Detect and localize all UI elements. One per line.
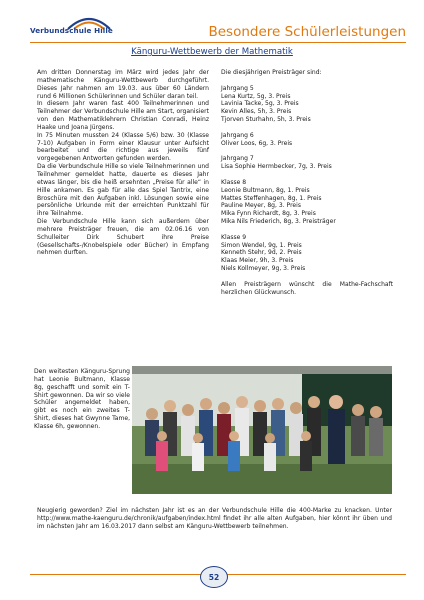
winner-entry: Mattes Steffenhagen, 8g, 1. Preis — [221, 194, 322, 202]
page-header — [0, 0, 424, 46]
winner-entry: Lisa Sophie Hermbecker, 7g, 3. Preis — [221, 163, 332, 171]
winner-entry: Lena Kurtz, 5g, 3. Preis — [221, 92, 291, 100]
grade-heading: Jahrgang 7 — [221, 155, 254, 163]
grade-heading: Klasse 8 — [221, 178, 247, 186]
winner-entry: Mika Nils Friederich, 8g, 3. Preisträger — [221, 218, 336, 226]
winner-entry: Simon Wendel, 9g, 1. Preis — [221, 241, 302, 249]
closing-congratulations: Allen Preisträgern wünscht die Mathe-Fachschaft herzlichen Glückwunsch. — [221, 280, 393, 296]
article-paragraph: Am dritten Donnerstag im März wird jedes Jahr der mathematische Känguru-Wettbewerb durchgeführt. Dieses Jahr nahmen am 19.03. aus über 60 Ländern rund 6 Millionen Schülerinnen und Schüler daran teil. — [37, 69, 209, 100]
page-number: 52 — [208, 572, 220, 582]
winner-entry: Mika Fynn Richardt, 8g, 3. Preis — [221, 210, 316, 218]
article-left-column — [37, 69, 209, 257]
group-photo-section — [30, 366, 392, 494]
page-number-badge — [200, 566, 228, 588]
grade-heading: Jahrgang 5 — [221, 84, 254, 92]
winners-column — [221, 69, 393, 296]
article-title: Känguru-Wettbewerb der Mathematik — [131, 47, 293, 57]
header-divider — [30, 42, 406, 43]
article-paragraph: Die Verbundschule Hille kann sich außerdem über mehrere Preisträger freuen, die am 02.06.16 von Schulleiter Dirk Schubert ihre Preise (Gesellschafts-/Knobelspiele oder Bücher) in Empfang nehmen durften. — [37, 218, 209, 257]
winner-entry: Klaas Meier, 9h, 3. Preis — [221, 257, 294, 265]
article-paragraph: In 75 Minuten mussten 24 (Klasse 5/6) bzw. 30 (Klasse 7-10) Aufgaben in Form einer Klausur unter Aufsicht bearbeitet und die richtige aus jeweils fünf vorgegebenen Antworten gefunden werden. — [37, 131, 209, 163]
winner-entry: Lavinia Tacke, 5g, 3. Preis — [221, 100, 299, 108]
group-photo — [132, 366, 392, 494]
winner-entry: Leonie Bultmann, 8g, 1. Preis — [221, 186, 310, 194]
winners-intro: Die diesjährigen Preisträger sind: — [221, 69, 322, 76]
bottom-note — [37, 507, 392, 531]
article-paragraph: In diesem Jahr waren fast 400 Teilnehmerinnen und Teilnehmer der Verbundschule Hille am Start, organisiert von den Mathematiklehrern Christian Conradi, Heinz Haake und Joana Jürgens. — [37, 100, 209, 131]
winner-entry: Tjorven Sturhahn, 5h, 3. Preis — [221, 116, 311, 124]
winner-entry: Niels Kollmeyer, 9g, 3. Preis — [221, 265, 306, 273]
grade-heading: Klasse 9 — [221, 233, 247, 241]
photo-caption: Den weitesten Känguru-Sprung hat Leonie Bultmann, Klasse 8g, geschafft und somit ein T-Shirt gewonnen. Da wir so viele Schüler angemeldet haben, gibt es noch ein zweites T-Shirt, dieses hat Gwynne Tame, Klasse 6h, gewonnen. — [34, 368, 130, 430]
photo-caption-box — [30, 366, 132, 494]
winner-entry: Oliver Loos, 6g, 3. Preis — [221, 139, 293, 147]
winner-entry: Kenneth Stehr, 9d, 2. Preis — [221, 249, 302, 257]
article-paragraph: Da die Verbundschule Hille so viele Teilnehmerinnen und Teilnehmer gemeldet hatte, dauerte es dieses Jahr etwas länger, bis die heiß ersehnten „Preise für alle“ in Hille ankamen. Es gab für alle das Spiel Tantrix, eine Broschüre mit den Aufgaben inkl. Lösungen sowie eine persönliche Urkunde mit der erreichten Punktzahl für ihre Teilnahme. — [37, 163, 209, 218]
bottom-paragraph: Neugierig geworden? Ziel im nächsten Jahr ist es an der Verbundschule Hille die 400-Marke zu knacken. Unter http://www.mathe-kaenguru.de/chronik/aufgaben/index.html findet ihr alle alten Aufgaben, hier könnt ihr üben und im nächsten Jahr am 16.03.2017 dann selbst am Känguru-Wettbewerb teilnehmen. — [37, 507, 392, 530]
winner-entry: Pauline Meyer, 8g, 3. Preis — [221, 202, 301, 210]
section-heading: Besondere Schülerleistungen — [208, 24, 406, 40]
school-name: Verbundschule Hille — [30, 26, 113, 35]
grade-heading: Jahrgang 6 — [221, 131, 254, 139]
winner-entry: Kevin Alles, 5h, 3. Preis — [221, 108, 292, 116]
school-logo — [30, 14, 140, 38]
